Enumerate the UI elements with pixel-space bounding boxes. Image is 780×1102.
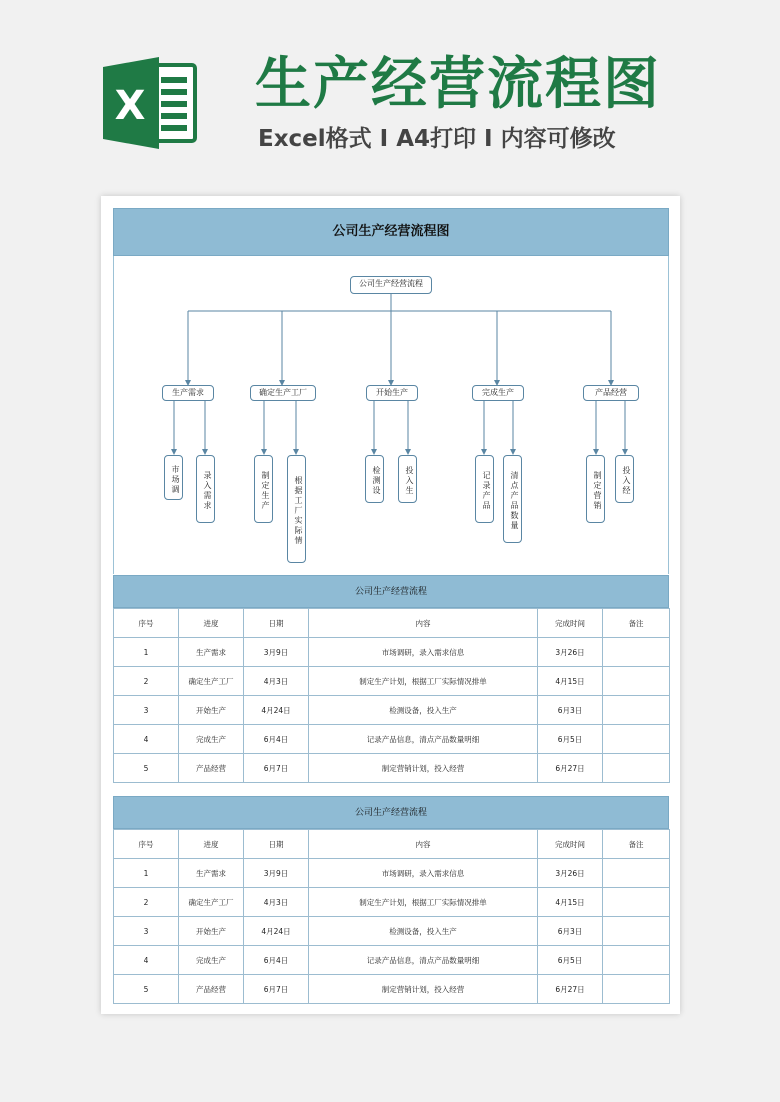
cell: 4 [114,725,179,754]
table-row [114,696,670,725]
cell: 6月5日 [538,725,603,754]
banner-title: 生产经营流程图 [255,52,661,117]
cell: 6月27日 [538,975,603,1004]
cell: 记录产品信息，清点产品数量明细 [309,946,538,975]
cell: 市场调研，录入需求信息 [309,859,538,888]
cell: 2 [114,667,179,696]
cell: 记录产品信息，清点产品数量明细 [309,725,538,754]
cell: 6月7日 [244,975,309,1004]
cell: 4月24日 [244,917,309,946]
cell [603,754,670,783]
schedule-grid [113,608,670,783]
cell: 4月3日 [244,888,309,917]
banner [0,0,780,190]
column-header: 完成时间 [538,609,603,638]
column-header: 日期 [244,609,309,638]
cell: 产品经营 [179,975,244,1004]
cell: 5 [114,975,179,1004]
schedule-grid [113,829,670,1004]
leaf-node: 投入经 [615,455,634,503]
branch-node: 开始生产 [366,385,418,401]
cell: 1 [114,859,179,888]
leaf-node: 根据工厂实际情 [287,455,306,563]
leaf-node: 清点产品数量 [503,455,522,543]
cell: 3月26日 [538,859,603,888]
cell: 3月9日 [244,859,309,888]
cell: 6月4日 [244,946,309,975]
cell: 检测设备，投入生产 [309,696,538,725]
table-row [114,946,670,975]
cell [603,975,670,1004]
cell: 1 [114,638,179,667]
leaf-node: 录入需求 [196,455,215,523]
cell [603,888,670,917]
cell: 3 [114,917,179,946]
cell: 制定生产计划，根据工厂实际情况排单 [309,667,538,696]
column-header: 内容 [309,609,538,638]
cell: 制定生产计划，根据工厂实际情况排单 [309,888,538,917]
cell: 3月9日 [244,638,309,667]
leaf-node: 检测设 [365,455,384,503]
cell: 6月5日 [538,946,603,975]
branch-node: 完成生产 [472,385,524,401]
cell [603,859,670,888]
cell: 4 [114,946,179,975]
table-row [114,725,670,754]
cell: 制定营销计划，投入经营 [309,975,538,1004]
cell: 检测设备，投入生产 [309,917,538,946]
column-header: 备注 [603,830,670,859]
cell: 4月15日 [538,888,603,917]
root-node: 公司生产经营流程 [350,276,432,294]
table-header-row [114,609,670,638]
flow-connectors [114,256,670,574]
cell: 4月15日 [538,667,603,696]
column-header: 序号 [114,830,179,859]
branch-node: 确定生产工厂 [250,385,316,401]
table-row [114,917,670,946]
leaf-node: 投入生 [398,455,417,503]
column-header: 进度 [179,830,244,859]
leaf-node: 制定营销 [586,455,605,523]
schedule-table-2 [113,796,669,1004]
excel-icon [103,55,199,151]
cell: 6月3日 [538,696,603,725]
cell: 开始生产 [179,917,244,946]
table-row [114,975,670,1004]
cell [603,667,670,696]
svg-text:X: X [114,83,146,129]
cell: 3 [114,696,179,725]
branch-node: 产品经营 [583,385,639,401]
document-page [101,196,680,1014]
cell: 完成生产 [179,725,244,754]
schedule-table-1 [113,575,669,783]
cell: 6月27日 [538,754,603,783]
cell: 产品经营 [179,754,244,783]
cell: 完成生产 [179,946,244,975]
cell: 2 [114,888,179,917]
cell: 生产需求 [179,638,244,667]
cell: 确定生产工厂 [179,888,244,917]
cell: 市场调研，录入需求信息 [309,638,538,667]
table-row [114,638,670,667]
cell: 制定营销计划，投入经营 [309,754,538,783]
cell: 开始生产 [179,696,244,725]
table-row [114,754,670,783]
cell: 6月4日 [244,725,309,754]
cell: 6月7日 [244,754,309,783]
flow-diagram [113,256,669,574]
column-header: 序号 [114,609,179,638]
branch-node: 生产需求 [162,385,214,401]
cell [603,638,670,667]
column-header: 进度 [179,609,244,638]
leaf-node: 记录产品 [475,455,494,523]
leaf-node: 制定生产 [254,455,273,523]
table-row [114,888,670,917]
cell: 5 [114,754,179,783]
table-title: 公司生产经营流程 [113,575,669,608]
cell: 确定生产工厂 [179,667,244,696]
cell: 4月3日 [244,667,309,696]
cell [603,917,670,946]
document-title: 公司生产经营流程图 [113,208,669,256]
cell [603,725,670,754]
column-header: 内容 [309,830,538,859]
cell [603,946,670,975]
cell: 3月26日 [538,638,603,667]
leaf-node: 市场调 [164,455,183,500]
table-row [114,667,670,696]
column-header: 日期 [244,830,309,859]
column-header: 备注 [603,609,670,638]
table-row [114,859,670,888]
table-title: 公司生产经营流程 [113,796,669,829]
cell: 生产需求 [179,859,244,888]
table-header-row [114,830,670,859]
banner-subtitle: Excel格式 I A4打印 I 内容可修改 [258,126,616,152]
cell: 4月24日 [244,696,309,725]
column-header: 完成时间 [538,830,603,859]
cell [603,696,670,725]
cell: 6月3日 [538,917,603,946]
